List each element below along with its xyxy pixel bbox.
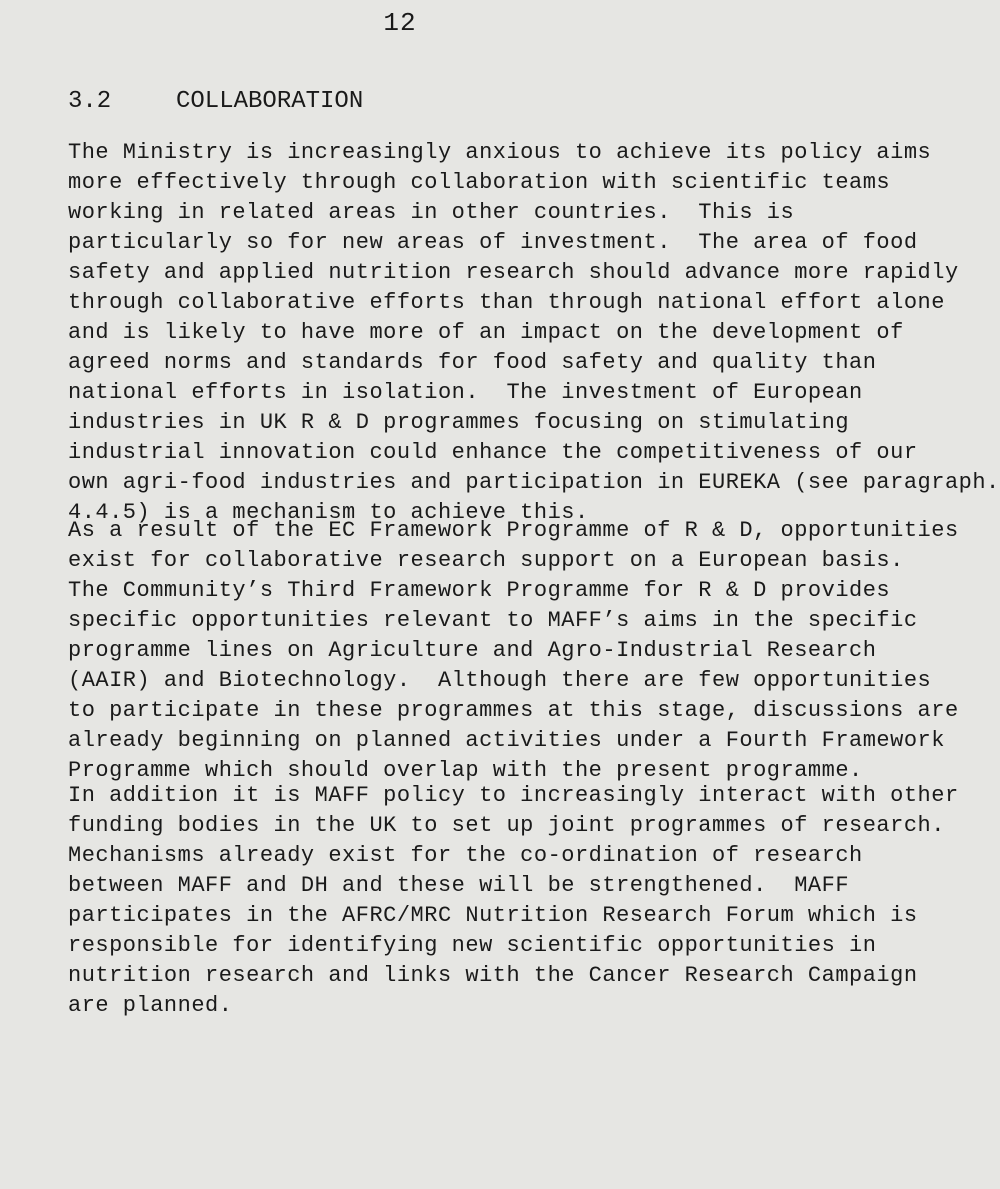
text-line: The Community’s Third Framework Programme for R & D provides <box>68 578 891 603</box>
text-line: agreed norms and standards for food safety and quality than <box>68 350 877 375</box>
section-number: 3.2 <box>68 88 112 115</box>
text-line: and is likely to have more of an impact on the development of <box>68 320 904 345</box>
text-line: nutrition research and links with the Cancer Research Campaign <box>68 963 918 988</box>
text-line: safety and applied nutrition research should advance more rapidly <box>68 260 959 285</box>
text-line: already beginning on planned activities under a Fourth Framework <box>68 728 945 753</box>
text-line: In addition it is MAFF policy to increasingly interact with other <box>68 783 959 808</box>
text-line: specific opportunities relevant to MAFF’s aims in the specific <box>68 608 918 633</box>
text-line: funding bodies in the UK to set up joint programmes of research. <box>68 813 945 838</box>
section-title: COLLABORATION <box>176 88 364 115</box>
text-line: programme lines on Agriculture and Agro-Industrial Research <box>68 638 877 663</box>
text-line: more effectively through collaboration with scientific teams <box>68 170 891 195</box>
text-line: 4.4.5) is a mechanism to achieve this. <box>68 500 589 525</box>
text-line: national efforts in isolation. The investment of European <box>68 380 863 405</box>
text-line: The Ministry is increasingly anxious to achieve its policy aims <box>68 140 932 165</box>
text-line: Programme which should overlap with the present programme. <box>68 758 863 783</box>
text-line: exist for collaborative research support on a European basis. <box>68 548 904 573</box>
text-line: As a result of the EC Framework Programme of R & D, opportunities <box>68 518 959 543</box>
text-line: are planned. <box>68 993 233 1018</box>
paragraph-collaboration-aims <box>68 138 1000 528</box>
text-line: Mechanisms already exist for the co-ordination of research <box>68 843 863 868</box>
text-line: between MAFF and DH and these will be strengthened. MAFF <box>68 873 850 898</box>
text-line: own agri-food industries and participation in EUREKA (see paragraph. <box>68 470 1000 495</box>
paragraph-uk-funding-bodies <box>68 781 959 1021</box>
text-line: (AAIR) and Biotechnology. Although there are few opportunities <box>68 668 932 693</box>
text-line: through collaborative efforts than through national effort alone <box>68 290 945 315</box>
text-line: participates in the AFRC/MRC Nutrition Research Forum which is <box>68 903 918 928</box>
text-line: working in related areas in other countries. This is <box>68 200 795 225</box>
text-line: to participate in these programmes at this stage, discussions are <box>68 698 959 723</box>
text-line: responsible for identifying new scientific opportunities in <box>68 933 877 958</box>
text-line: particularly so for new areas of investment. The area of food <box>68 230 918 255</box>
text-line: industrial innovation could enhance the competitiveness of our <box>68 440 918 465</box>
page-number: 12 <box>383 8 417 38</box>
text-line: industries in UK R & D programmes focusing on stimulating <box>68 410 850 435</box>
paragraph-ec-framework <box>68 516 959 786</box>
section-heading <box>68 88 363 115</box>
